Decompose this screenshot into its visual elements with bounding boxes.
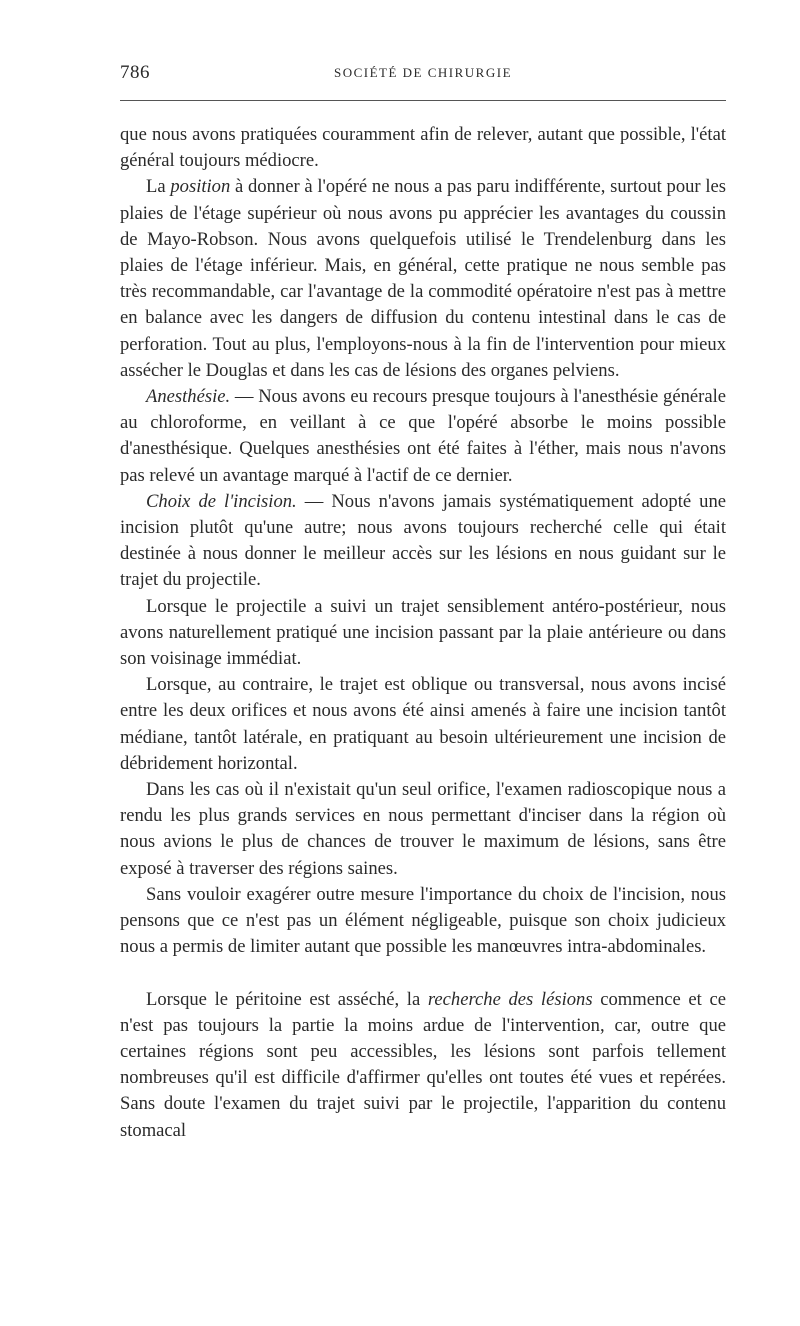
body-text [120, 122, 726, 1144]
paragraph-position [120, 174, 726, 384]
term-anesthesie: Anesthésie. [146, 386, 231, 408]
header-rule [120, 100, 726, 101]
running-head: SOCIÉTÉ DE CHIRURGIE [333, 65, 513, 80]
paragraph-recherche-lead: Lorsque le péritoine est asséché, la [146, 988, 428, 1010]
paragraph-antero-posterieur-text: Lorsque le projectile a suivi un trajet sensiblement antéro-postérieur, nous avons naturellement pratiqué une incision passant par la plaie antérieure ou dans son voisinage immédiat. [120, 595, 726, 670]
paragraph-seul-orifice-text: Dans les cas où il n'existait qu'un seul orifice, l'examen radioscopique nous a rendu les plus grands services en nous permettant d'inciser dans la région où nous avions le plus de chances de trouver le maximum de lésions, sans être exposé à traverser des régions saines. [120, 779, 726, 879]
paragraph-recherche-lesions [120, 987, 726, 1144]
paragraph-choix-judicieux-text: Sans vouloir exagérer outre mesure l'importance du choix de l'incision, nous pensons que ce n'est pas un élément négligeable, puisque son choix judicieux nous a permis de limiter autant que possible les manœuvres intra-abdominales. [120, 883, 726, 958]
paragraph-oblique-text: Lorsque, au contraire, le trajet est oblique ou transversal, nous avons incisé entre les deux orifices et nous avons été ainsi amenés à faire une incision tantôt médiane, tantôt latérale, en pratiquant au besoin ultérieurement une incision de débridement horizontal. [120, 674, 726, 774]
page-number: 786 [120, 62, 150, 83]
term-choix-incision: Choix de l'incision. [146, 490, 297, 512]
paragraph-choix-incision [120, 489, 726, 594]
paragraph-antero-posterieur [120, 594, 726, 673]
term-recherche-lesions: recherche des lésions [427, 988, 593, 1010]
paragraph-position-lead: La [146, 176, 171, 198]
paragraph-anesthesie-text: — Nous avons eu recours presque toujours à l'anesthésie générale au chloroforme, en veillant à ce que l'opéré absorbe le moins possible d'anesthésique. Quelques anesthésies ont été faites à l'éther, mais nous n'avons pas relevé un avantage marqué à l'actif de ce dernier. [120, 386, 726, 486]
paragraph-1 [120, 122, 726, 174]
paragraph-oblique [120, 672, 726, 777]
paragraph-position-text: à donner à l'opéré ne nous a pas paru indifférente, surtout pour les plaies de l'étage supérieur où nous avons pu apprécier les avantages du coussin de Mayo-Robson. Nous avons quelquefois utilisé le Trendelenburg dans les plaies de l'étage inférieur. Mais, en général, cette pratique ne nous semble pas très recommandable, car l'avantage de la commodité opératoire n'est pas à mettre en balance avec les dangers de diffusion du contenu intestinal dans le cas de perforation. Tout au plus, l'employons-nous à la fin de l'intervention pour mieux assécher le Douglas et dans les cas de lésions des organes pelviens. [120, 176, 726, 381]
document-page [120, 62, 726, 1141]
paragraph-choix-incision-text: — Nous n'avons jamais systématiquement adopté une incision plutôt qu'une autre; nous avons toujours recherché celle qui était destinée à nous donner le meilleur accès sur les lésions en nous guidant sur le trajet du projectile. [120, 490, 726, 591]
paragraph-recherche-text: commence et ce n'est pas toujours la partie la moins ardue de l'intervention, car, outre que certaines régions sont peu accessibles, les lésions sont parfois tellement nombreuses qu'il est difficile d'affirmer qu'elles ont toutes été vues et repérées. Sans doute l'examen du trajet suivi par le projectile, l'apparition du contenu stomacal [120, 988, 726, 1141]
page-header [120, 62, 726, 90]
paragraph-1-text: que nous avons pratiquées couramment afin de relever, autant que possible, l'état général toujours médiocre. [120, 124, 726, 172]
paragraph-anesthesie [120, 384, 726, 489]
paragraph-choix-judicieux [120, 882, 726, 961]
term-position: position [170, 176, 231, 198]
paragraph-seul-orifice [120, 777, 726, 882]
